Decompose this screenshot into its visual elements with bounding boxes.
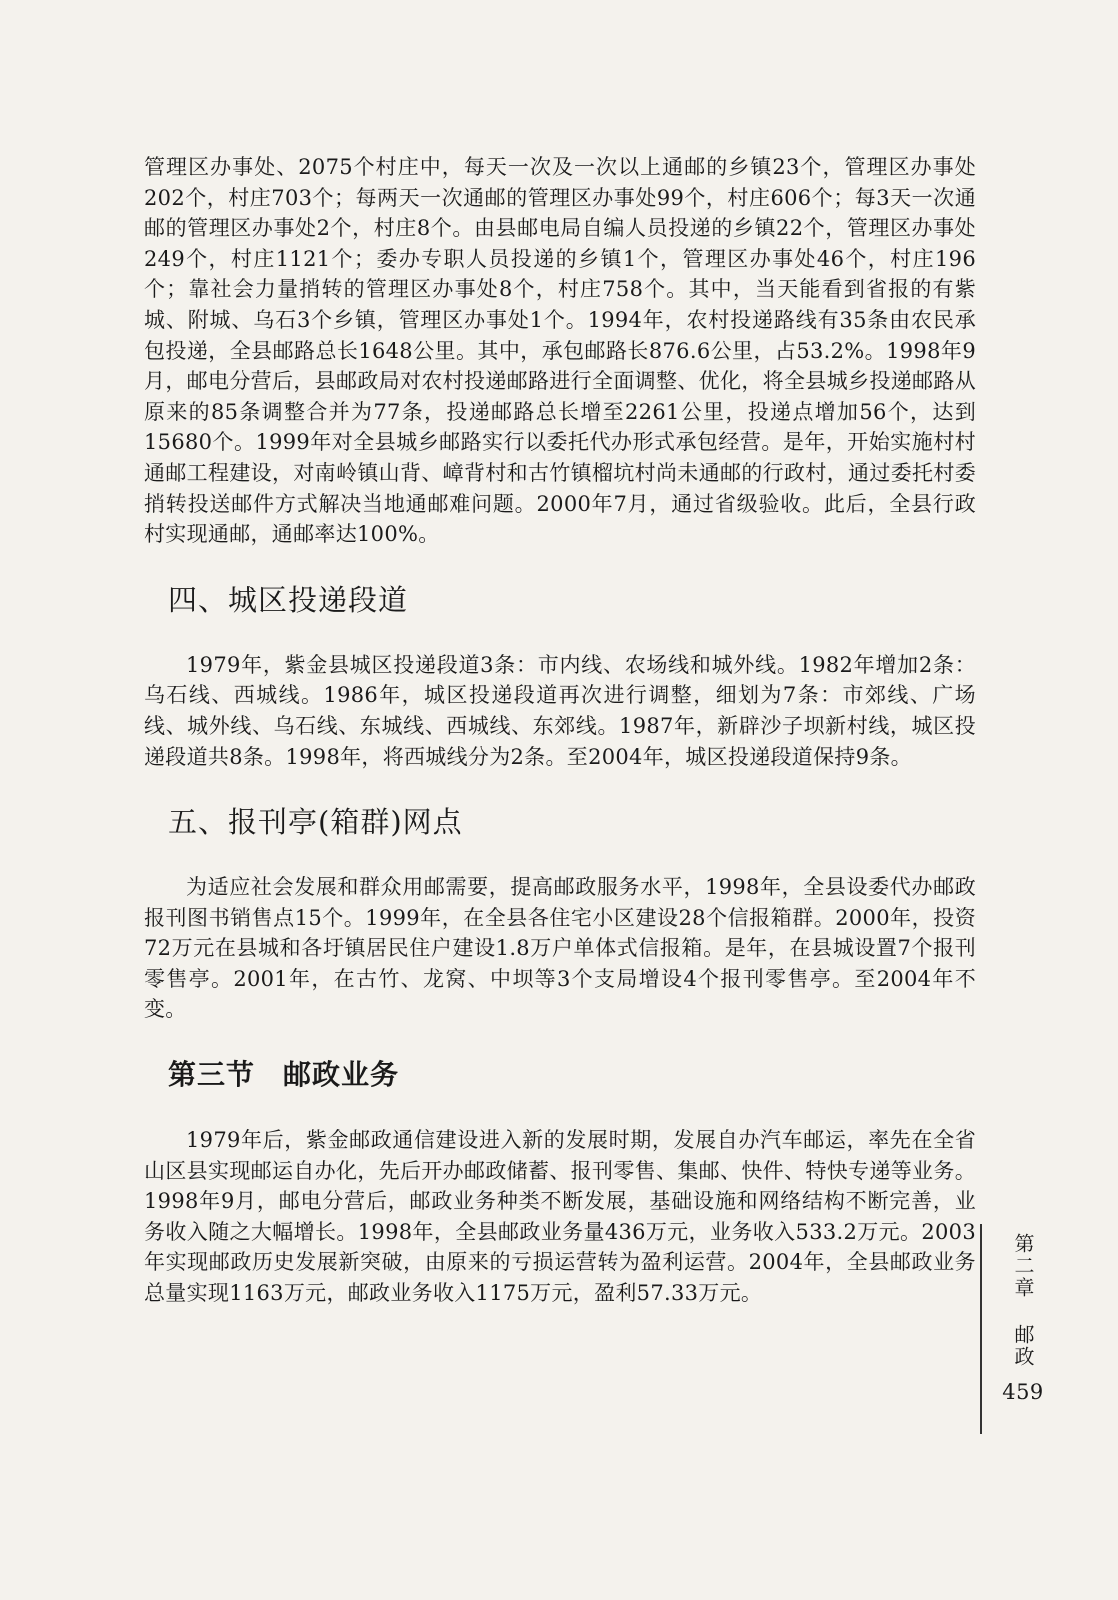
paragraph-postal-business: 1979年后，紫金邮政通信建设进入新的发展时期，发展自办汽车邮运，率先在全省山区县实现邮运自办化，先后开办邮政储蓄、报刊零售、集邮、快件、特快专递等业务。1998年9月，邮电分营后，邮政业务种类不断发展，基础设施和网络结构不断完善，业务收入随之大幅增长。1998年，全县邮政业务量436万元，业务收入533.2万元。2003年实现邮政历史发展新突破，由原来的亏损运营转为盈利运营。2004年，全县邮政业务总量实现1163万元，邮政业务收入1175万元，盈利57.33万元。 (144, 1128, 976, 1306)
section-number: 第三节 (168, 1058, 256, 1092)
paragraph-rural-delivery: 管理区办事处、2075个村庄中，每天一次及一次以上通邮的乡镇23个，管理区办事处202个，村庄703个；每两天一次通邮的管理区办事处99个，村庄606个；每3天一次通邮的管理区办事处2个，村庄8个。由县邮电局自编人员投递的乡镇22个，管理区办事处249个，村庄1121个；委办专职人员投递的乡镇1个，管理区办事处46个，村庄196个；靠社会力量捎转的管理区办事处8个，村庄758个。其中，当天能看到省报的有紫城、附城、乌石3个乡镇，管理区办事处1个。1994年，农村投递路线有35条由农民承包投递，全县邮路总长1648公里。其中，承包邮路长876.6公里，占53.2%。1998年9月，邮电分营后，县邮政局对农村投递邮路进行全面调整、优化，将全县城乡投递邮路从原来的85条调整合并为77条，投递邮路总长增至2261公里，投递点增加56个，达到15680个。1999年对全县城乡邮路实行以委托代办形式承包经营。是年，开始实施村村通邮工程建设，对南岭镇山背、嶂背村和古竹镇榴坑村尚未通邮的行政村，通过委托村委捎转投送邮件方式解决当地通邮难问题。2000年7月，通过省级验收。此后，全县行政村实现通邮，通邮率达100%。 (144, 155, 976, 547)
text-column (144, 152, 976, 1309)
page-sidebar (992, 1226, 1054, 1404)
paragraph-urban-delivery: 1979年，紫金县城区投递段道3条：市内线、农场线和城外线。1982年增加2条：乌石线、西城线。1986年，城区投递段道再次进行调整，细划为7条：市郊线、广场线、城外线、乌石线、东城线、西城线、东郊线。1987年，新辟沙子坝新村线，城区投递段道共8条。1998年，将西城线分为2条。至2004年，城区投递段道保持9条。 (144, 652, 976, 769)
chapter-label: 第二章 (1011, 1233, 1035, 1299)
section-title: 邮政业务 (283, 1058, 400, 1092)
heading-newsstand: 五、报刊亭(箱群)网点 (168, 805, 463, 840)
page-number: 459 (1002, 1380, 1044, 1404)
chapter-title: 邮政 (1011, 1324, 1035, 1368)
margin-rule (980, 1224, 982, 1434)
section-heading (144, 1055, 976, 1095)
paragraph-newsstand: 为适应社会发展和群众用邮需要，提高邮政服务水平，1998年，全县设委代办邮政报刊图书销售点15个。1999年，在全县各住宅小区建设28个信报箱群。2000年，投资72万元在县城和各圩镇居民住户建设1.8万户单体式信报箱。是年，在县城设置7个报刊零售亭。2001年，在古竹、龙窝、中坝等3个支局增设4个报刊零售亭。至2004年不变。 (144, 875, 976, 1022)
heading-urban-delivery: 四、城区投递段道 (168, 582, 409, 617)
